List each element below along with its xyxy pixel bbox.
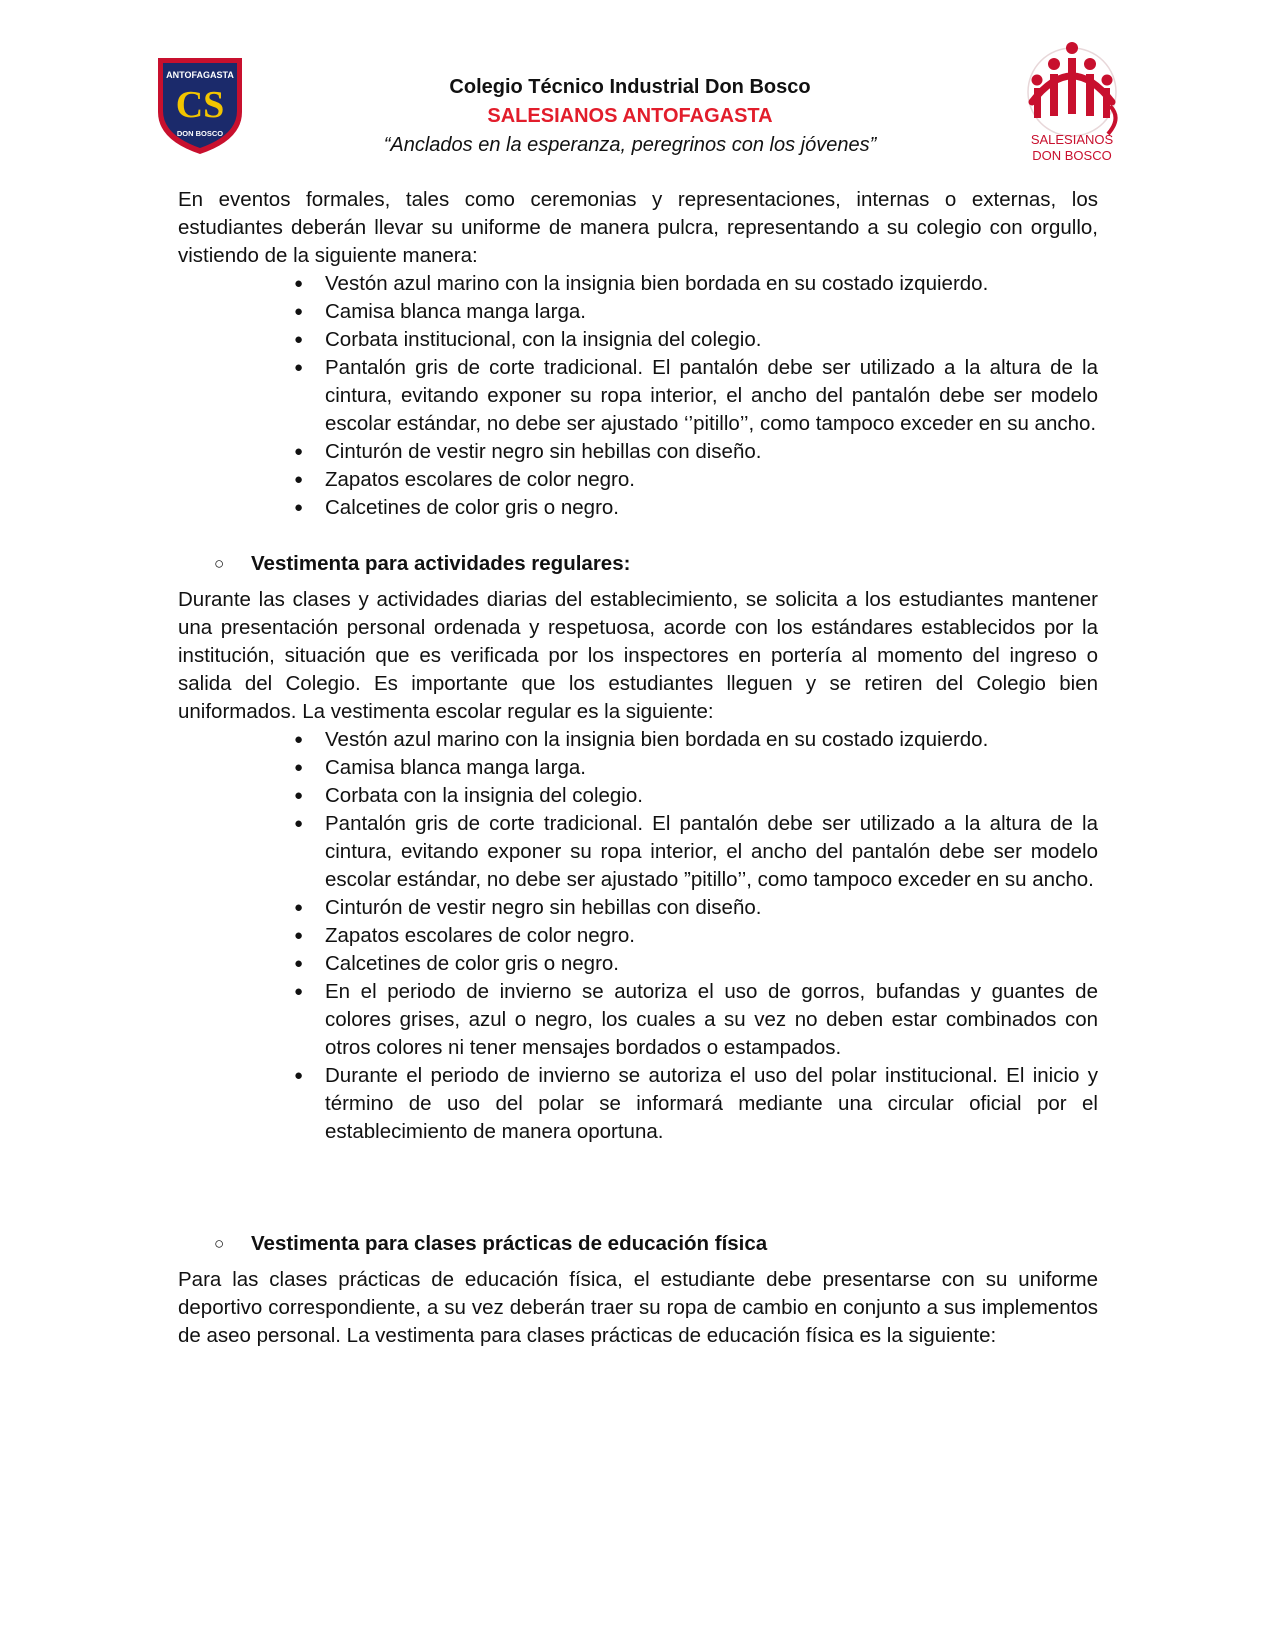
list-item: ● En el periodo de invierno se autoriza el uso de gorros, bufandas y guantes de colores grises, azul o negro, los cuales a su vez no deben estar combinados con otros colores ni tener mensajes bordados o estampados. — [325, 978, 1098, 1062]
section-heading-regular — [178, 550, 1098, 578]
list-item: ● Durante el periodo de invierno se autoriza el uso del polar institucional. El inicio y término de uso del polar se informará mediante una circular oficial por el establecimiento de manera oportuna. — [325, 1062, 1098, 1146]
list-item: ● Cinturón de vestir negro sin hebillas con diseño. — [325, 438, 1098, 466]
list-item: ● Corbata con la insignia del colegio. — [325, 782, 1098, 810]
salesianos-logo — [1010, 40, 1140, 168]
list-item: ● Camisa blanca manga larga. — [325, 754, 1098, 782]
list-item: ● Zapatos escolares de color negro. — [325, 922, 1098, 950]
list-item: ● Corbata institucional, con la insignia del colegio. — [325, 326, 1098, 354]
document-body — [178, 186, 1098, 1350]
circle-bullet-icon: ○ — [214, 1234, 225, 1253]
intro-paragraph: En eventos formales, tales como ceremonias y representaciones, internas o externas, los estudiantes deberán llevar su uniforme de manera pulcra, representando a su colegio con orgullo, vistiendo de la siguiente manera: — [178, 188, 1098, 267]
school-subtitle: SALESIANOS ANTOFAGASTA — [487, 105, 773, 127]
regular-paragraph: Durante las clases y actividades diarias del establecimiento, se solicita a los estudiantes mantener una presentación personal ordenada y respetuosa, acorde con los estándares establecidos por la institución, situación que es verificada por los inspectores en portería al momento del ingreso o salida del Colegio. Es importante que los estudiantes lleguen y se retiren del Colegio bien uniformados. La vestimenta escolar regular es la siguiente: — [178, 588, 1098, 723]
list-item: ● Zapatos escolares de color negro. — [325, 466, 1098, 494]
list-item: ● Pantalón gris de corte tradicional. El pantalón debe ser utilizado a la altura de la cintura, evitando exponer su ropa interior, el ancho del pantalón debe ser modelo escolar estándar, no debe ser ajustado ”pitillo’’, como tampoco exceder en su ancho. — [325, 810, 1098, 894]
list-item: ● Camisa blanca manga larga. — [325, 298, 1098, 326]
formal-uniform-list — [178, 270, 1098, 522]
page-header — [0, 0, 1275, 170]
list-item: ● Vestón azul marino con la insignia bien bordada en su costado izquierdo. — [325, 726, 1098, 754]
list-item: ● Pantalón gris de corte tradicional. El pantalón debe ser utilizado a la altura de la cintura, evitando exponer su ropa interior, el ancho del pantalón debe ser modelo escolar estándar, no debe ser ajustado ‘’pitillo’’, como tampoco exceder en su ancho. — [325, 354, 1098, 438]
section-heading-pe — [178, 1230, 1098, 1258]
list-item: ● Calcetines de color gris o negro. — [325, 950, 1098, 978]
shield-monogram: CS — [175, 84, 225, 126]
shield-bottom-text: DON BOSCO — [176, 129, 224, 138]
school-shield-logo — [154, 54, 246, 156]
section-heading-text: Vestimenta para actividades regulares: — [251, 552, 631, 575]
header-text-block — [380, 72, 880, 160]
pe-paragraph: Para las clases prácticas de educación física, el estudiante debe presentarse con su uniforme deportivo correspondiente, a su vez deberán traer su ropa de cambio en conjunto a sus implementos de aseo personal. La vestimenta para clases prácticas de educación física es la siguiente: — [178, 1268, 1098, 1347]
school-motto: “Anclados en la esperanza, peregrinos con los jóvenes” — [383, 134, 877, 156]
regular-uniform-list — [178, 726, 1098, 1146]
circle-bullet-icon: ○ — [214, 554, 225, 573]
school-name: Colegio Técnico Industrial Don Bosco — [449, 76, 811, 98]
section-heading-text: Vestimenta para clases prácticas de educación física — [251, 1232, 768, 1255]
logo-line-1: SALESIANOS — [1030, 132, 1114, 147]
list-item: ● Vestón azul marino con la insignia bien bordada en su costado izquierdo. — [325, 270, 1098, 298]
logo-line-2: DON BOSCO — [1032, 148, 1112, 163]
list-item: ● Calcetines de color gris o negro. — [325, 494, 1098, 522]
list-item: ● Cinturón de vestir negro sin hebillas con diseño. — [325, 894, 1098, 922]
shield-top-text: ANTOFAGASTA — [166, 70, 234, 80]
